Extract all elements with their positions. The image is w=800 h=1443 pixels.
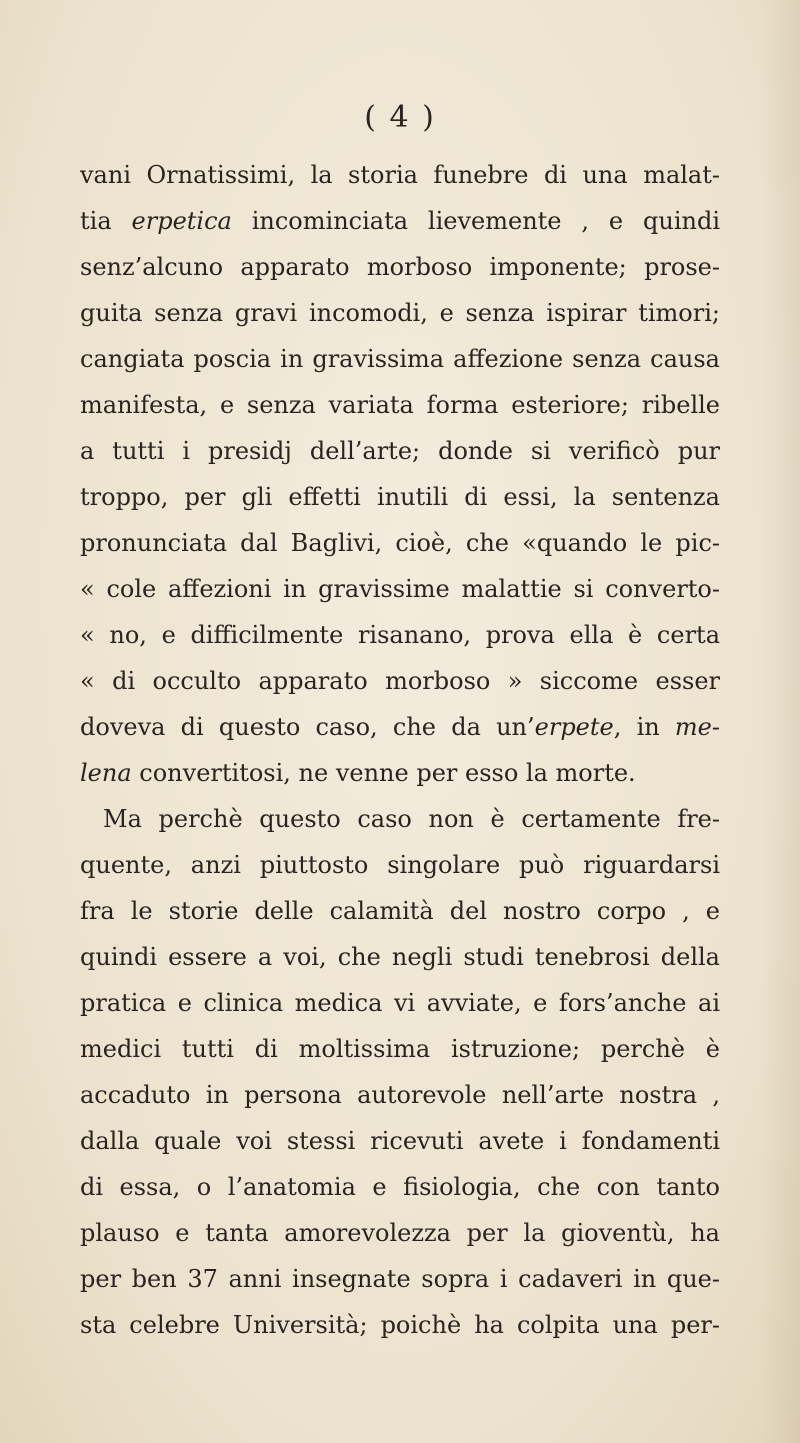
text-run: manifesta, e senza variata forma esteriore; ribelle (80, 391, 720, 419)
text-run: tia (80, 207, 132, 235)
text-run: « cole affezioni in gravissime malattie si converto- (80, 575, 720, 603)
page-edge-shadow (760, 0, 800, 1443)
text-line (80, 336, 720, 382)
text-line (80, 152, 720, 198)
text-line (80, 612, 720, 658)
text-run: per ben 37 anni insegnate sopra i cadaveri in que- (80, 1265, 720, 1293)
text-run: pronunciata dal Baglivi, cioè, che «quando le pic- (80, 529, 720, 557)
text-run: cangiata poscia in gravissima affezione senza causa (80, 345, 720, 373)
text-line (80, 750, 720, 796)
text-line (80, 198, 720, 244)
text-line (80, 888, 720, 934)
text-run: plauso e tanta amorevolezza per la gioventù, ha (80, 1219, 720, 1247)
text-line (80, 428, 720, 474)
text-run: medici tutti di moltissima istruzione; perchè è (80, 1035, 720, 1063)
italic-text-run: erpetica (131, 207, 232, 235)
text-line (80, 796, 720, 842)
text-line (80, 382, 720, 428)
text-line (80, 1026, 720, 1072)
text-run: , in (613, 713, 675, 741)
text-run: doveva di questo caso, che da un’ (80, 713, 535, 741)
text-run: vani Ornatissimi, la storia funebre di una malat- (80, 161, 720, 189)
text-line (80, 704, 720, 750)
text-line (80, 1302, 720, 1348)
text-run: guita senza gravi incomodi, e senza ispirar timori; (80, 299, 720, 327)
text-line (80, 520, 720, 566)
text-run: quindi essere a voi, che negli studi tenebrosi della (80, 943, 720, 971)
text-line (80, 244, 720, 290)
text-line (80, 842, 720, 888)
body-text (80, 152, 720, 1348)
text-run: « no, e difficilmente risanano, prova ella è certa (80, 621, 720, 649)
text-run: di essa, o l’anatomia e fisiologia, che con tanto (80, 1173, 720, 1201)
text-run: convertitosi, ne venne per esso la morte. (131, 759, 636, 787)
text-run: « di occulto apparato morboso » siccome esser (80, 667, 720, 695)
text-run: Ma perchè questo caso non è certamente fre- (103, 805, 720, 833)
text-run: dalla quale voi stessi ricevuti avete i fondamenti (80, 1127, 720, 1155)
text-run: a tutti i presidj dell’arte; donde si verificò pur (80, 437, 720, 465)
text-run: pratica e clinica medica vi avviate, e fors’anche ai (80, 989, 720, 1017)
text-line (80, 658, 720, 704)
text-run: accaduto in persona autorevole nell’arte nostra , (80, 1081, 720, 1109)
text-line (80, 1210, 720, 1256)
text-run: troppo, per gli effetti inutili di essi, la sentenza (80, 483, 720, 511)
text-run: sta celebre Università; poichè ha colpita una per- (80, 1311, 720, 1339)
text-line (80, 1072, 720, 1118)
text-run: incominciata lievemente , e quindi (231, 207, 721, 235)
page-number: ( 4 ) (364, 100, 436, 135)
text-line (80, 1118, 720, 1164)
text-line (80, 1256, 720, 1302)
italic-text-run: erpete (534, 713, 614, 741)
text-run: quente, anzi piuttosto singolare può riguardarsi (80, 851, 720, 879)
text-line (80, 1164, 720, 1210)
text-line (80, 934, 720, 980)
text-line (80, 566, 720, 612)
text-line (80, 980, 720, 1026)
italic-text-run: me- (674, 713, 720, 741)
text-line (80, 474, 720, 520)
italic-text-run: lena (80, 759, 132, 787)
text-line (80, 290, 720, 336)
text-run: senz’alcuno apparato morboso imponente; prose- (80, 253, 720, 281)
text-run: fra le storie delle calamità del nostro corpo , e (80, 897, 720, 925)
